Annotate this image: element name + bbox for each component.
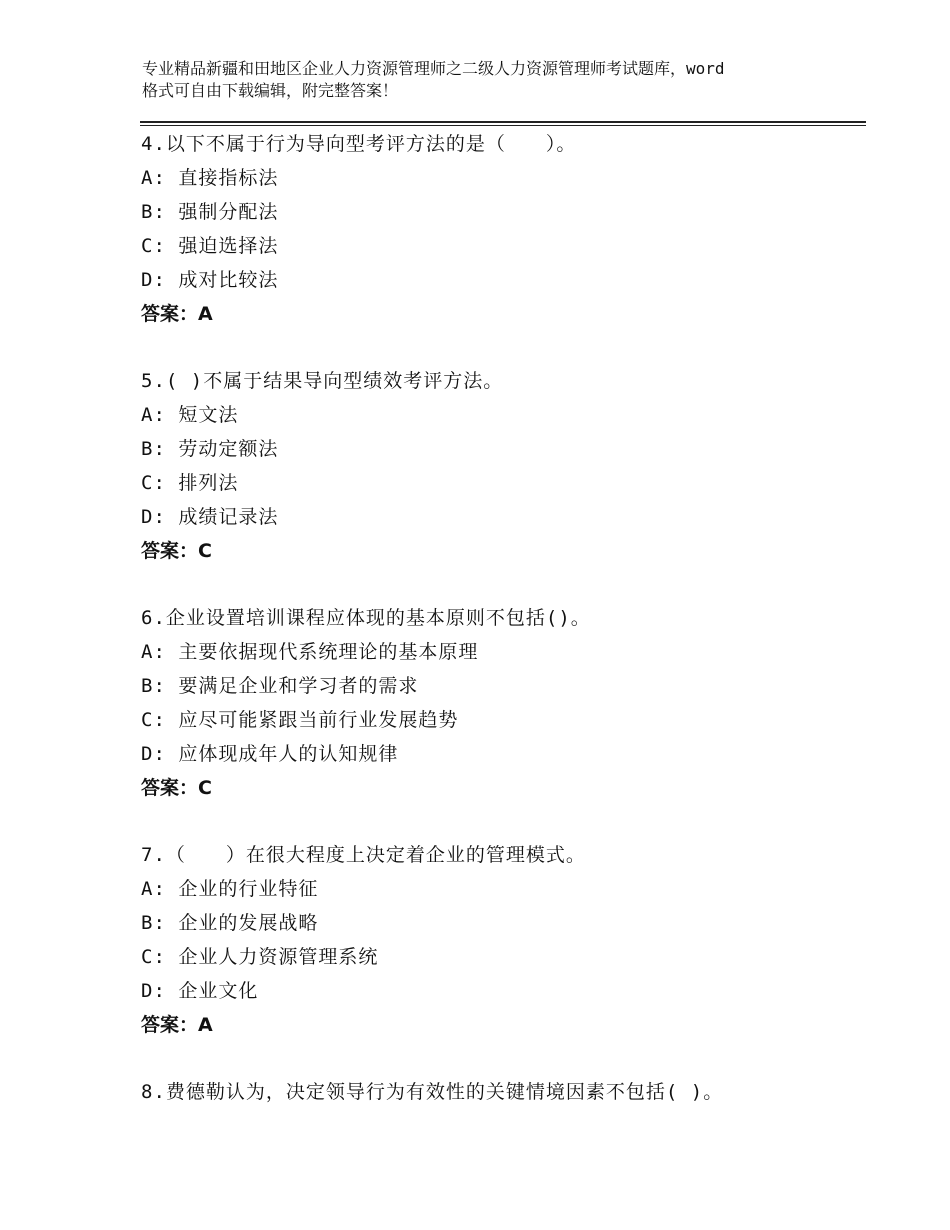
- header-divider-thin: [140, 125, 866, 126]
- question-stem: 5.( )不属于结果导向型绩效考评方法。: [141, 370, 504, 392]
- option-a: A: 直接指标法: [141, 167, 279, 189]
- option-a: A: 主要依据现代系统理论的基本原理: [141, 641, 479, 663]
- option-c: C: 排列法: [141, 472, 239, 494]
- answer: 答案：C: [141, 777, 212, 799]
- option-c: C: 应尽可能紧跟当前行业发展趋势: [141, 709, 459, 731]
- option-d: D: 应体现成年人的认知规律: [141, 743, 399, 765]
- header-divider-thick: [140, 121, 866, 123]
- option-b: B: 强制分配法: [141, 201, 279, 223]
- answer: 答案：C: [141, 540, 212, 562]
- option-d: D: 成对比较法: [141, 269, 279, 291]
- question-8: [141, 1075, 871, 1109]
- answer: 答案：A: [141, 303, 213, 325]
- question-7: [141, 838, 871, 1042]
- document-header: [142, 58, 862, 102]
- option-b: B: 要满足企业和学习者的需求: [141, 675, 419, 697]
- question-list: [141, 127, 871, 1142]
- option-d: D: 企业文化: [141, 980, 259, 1002]
- header-line-1: 专业精品新疆和田地区企业人力资源管理师之二级人力资源管理师考试题库，word: [142, 59, 725, 78]
- question-4: [141, 127, 871, 331]
- option-c: C: 企业人力资源管理系统: [141, 946, 379, 968]
- option-b: B: 劳动定额法: [141, 438, 279, 460]
- option-c: C: 强迫选择法: [141, 235, 279, 257]
- question-stem: 7.（ ）在很大程度上决定着企业的管理模式。: [141, 844, 586, 866]
- question-6: [141, 601, 871, 805]
- answer: 答案：A: [141, 1014, 213, 1036]
- question-5: [141, 364, 871, 568]
- header-line-2: 格式可自由下载编辑，附完整答案！: [142, 81, 399, 100]
- option-a: A: 企业的行业特征: [141, 878, 319, 900]
- option-b: B: 企业的发展战略: [141, 912, 319, 934]
- option-d: D: 成绩记录法: [141, 506, 279, 528]
- question-stem: 4.以下不属于行为导向型考评方法的是（ ）。: [141, 133, 577, 155]
- question-stem: 8.费德勒认为，决定领导行为有效性的关键情境因素不包括( )。: [141, 1081, 724, 1103]
- option-a: A: 短文法: [141, 404, 239, 426]
- question-stem: 6.企业设置培训课程应体现的基本原则不包括()。: [141, 607, 591, 629]
